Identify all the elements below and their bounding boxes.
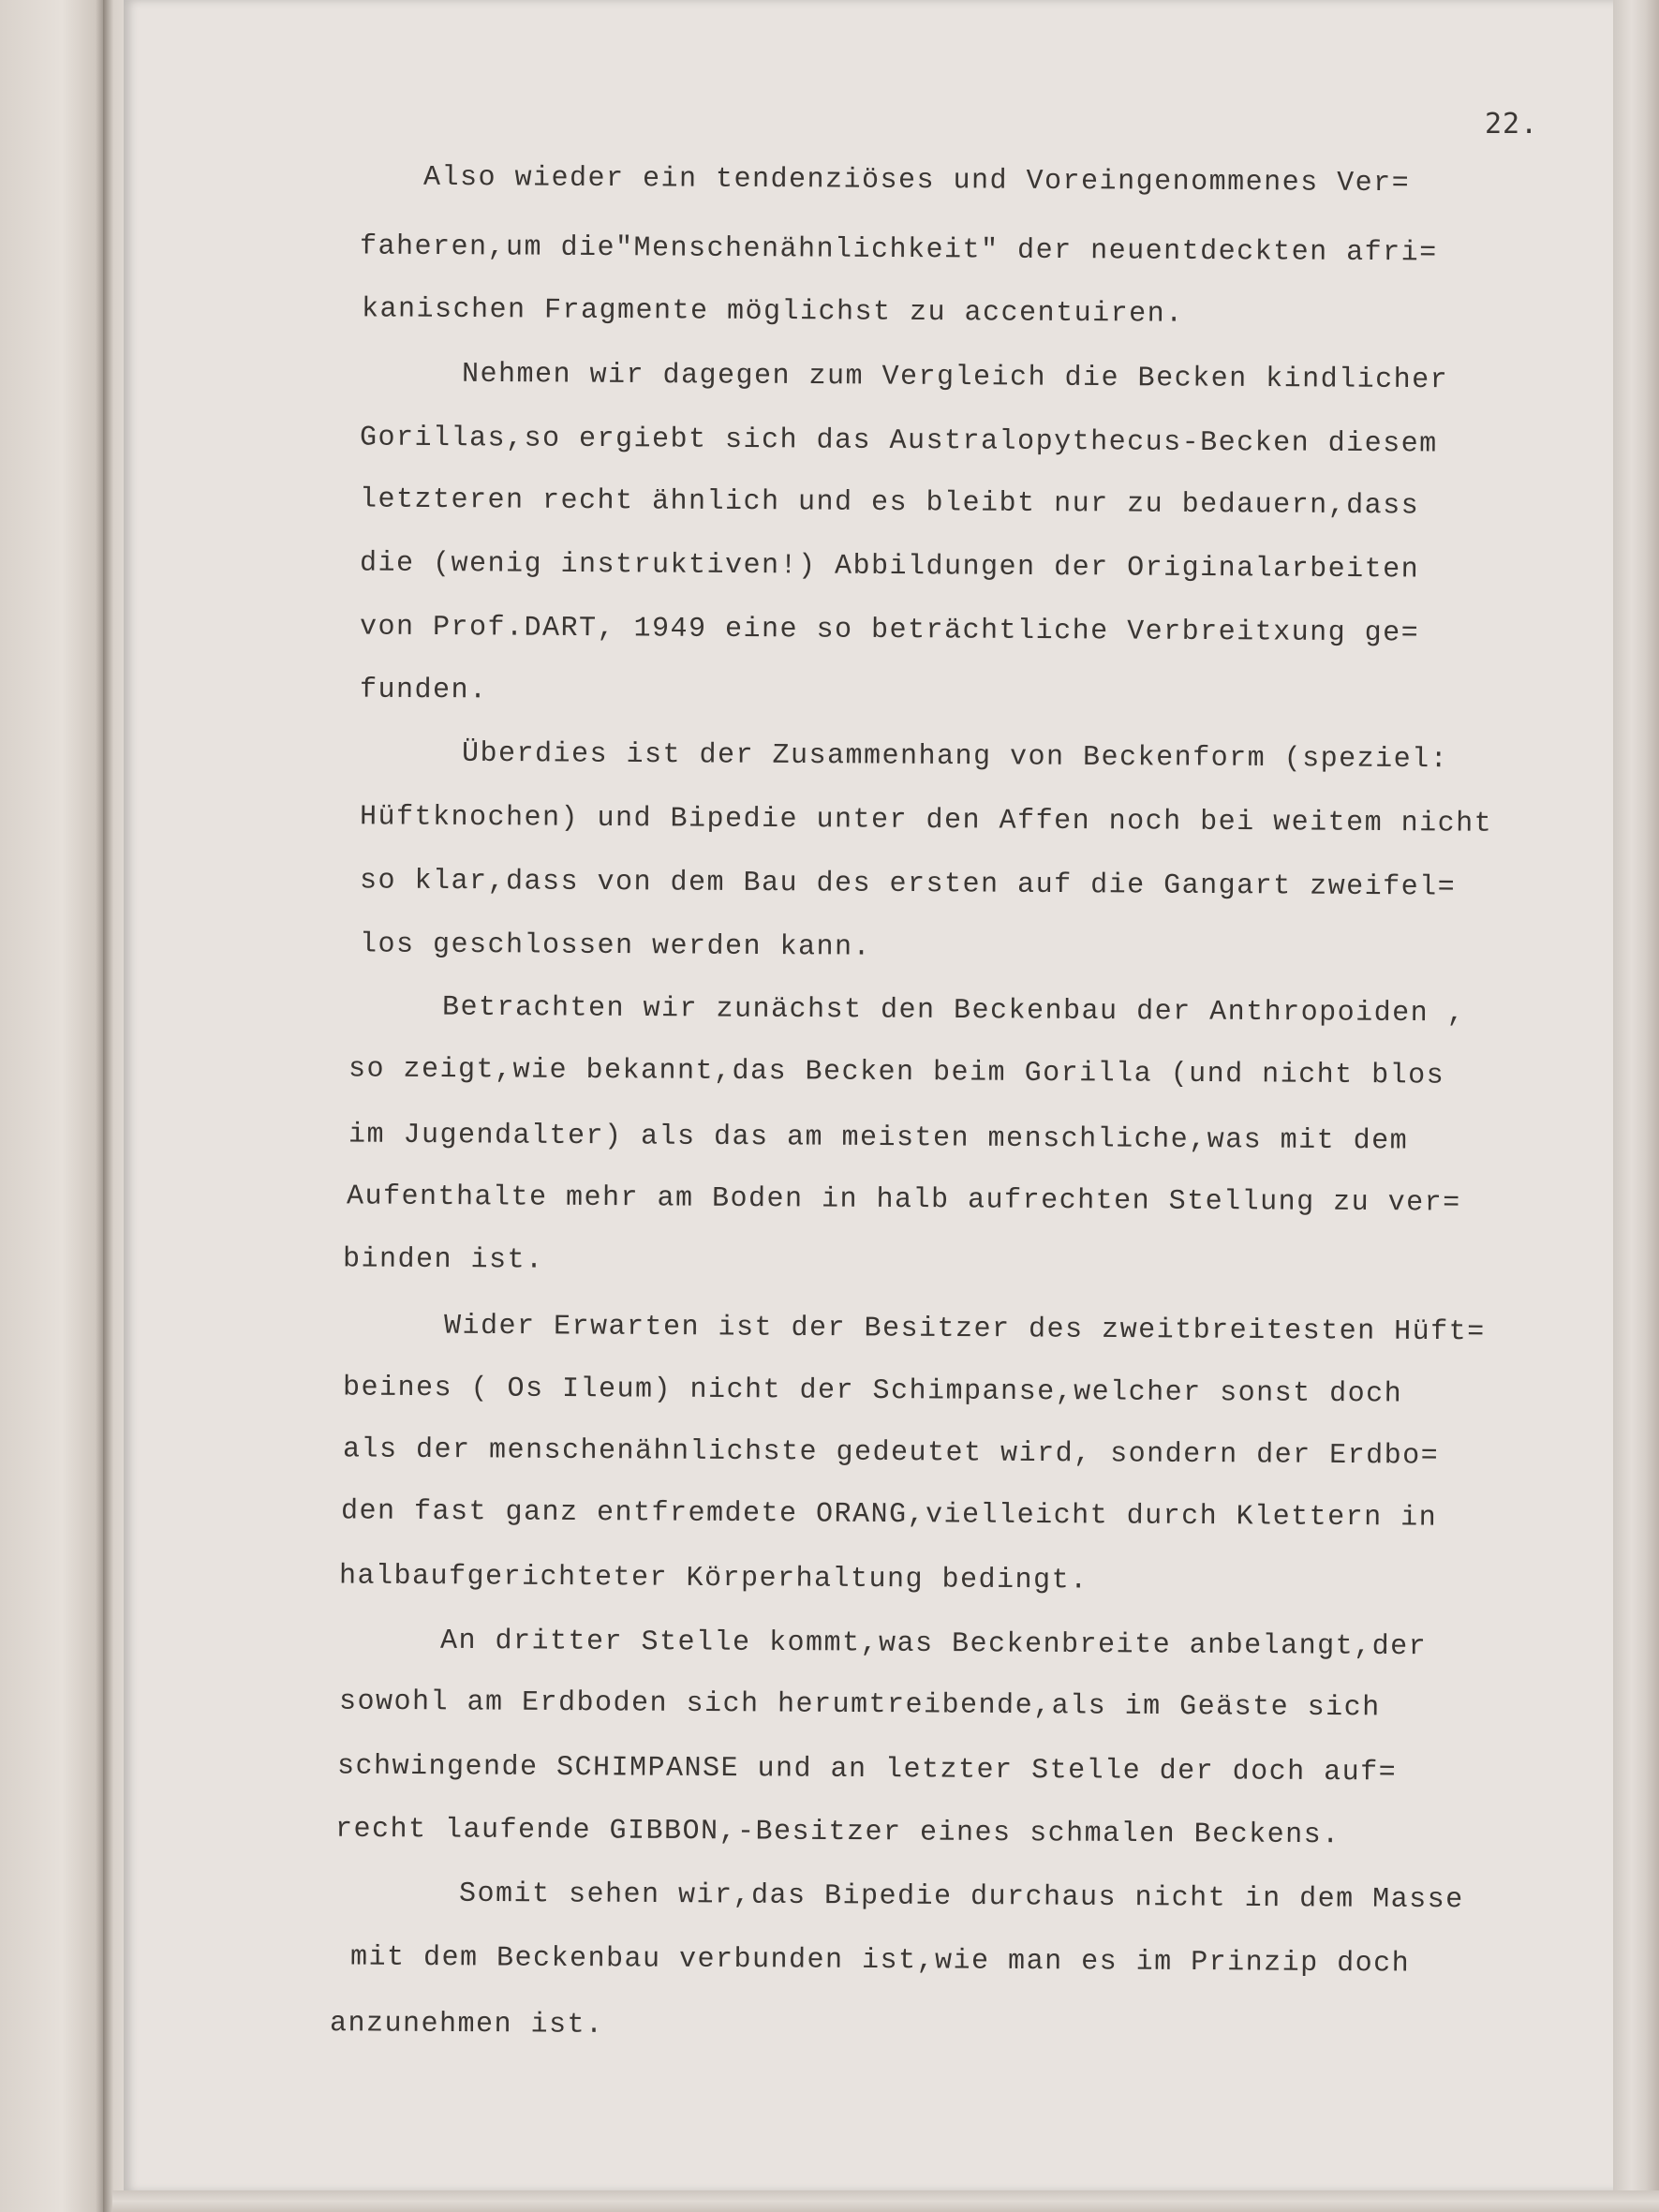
page-number: 22.	[1485, 108, 1539, 141]
text-line: anzunehmen ist.	[329, 2008, 604, 2041]
text-line: Somit sehen wir,das Bipedie durchaus nicht in dem Masse	[458, 1878, 1464, 1917]
text-line: so klar,dass von dem Bau des ersten auf die Gangart zweifel=	[359, 865, 1457, 904]
text-line: binden ist.	[342, 1243, 544, 1277]
text-line: so zeigt,wie bekannt,das Becken beim Gorilla (und nicht blos	[348, 1053, 1445, 1092]
text-line: Wider Erwarten ist der Besitzer des zweitbreitesten Hüft=	[443, 1310, 1486, 1349]
text-line: An dritter Stelle kommt,was Beckenbreite anbelangt,der	[439, 1625, 1428, 1664]
text-line: letzteren recht ähnlich und es bleibt nur zu bedauern,dass	[359, 483, 1420, 523]
facing-page	[0, 0, 112, 2212]
text-line: Gorillas,so ergiebt sich das Australopythecus-Becken diesem	[359, 422, 1438, 461]
text-line: Aufenthalte mehr am Boden in halb aufrechten Stellung zu ver=	[346, 1180, 1461, 1220]
text-line: sowohl am Erdboden sich herumtreibende,als im Geäste sich	[338, 1685, 1381, 1725]
text-line: funden.	[359, 674, 488, 707]
text-line: kanischen Fragmente möglichst zu accentuiren.	[361, 293, 1184, 331]
text-line: schwingende SCHIMPANSE und an letzter Stelle der doch auf=	[336, 1750, 1398, 1789]
text-line: den fast ganz entfremdete ORANG,vielleicht durch Klettern in	[340, 1495, 1438, 1535]
text-line: Überdies ist der Zusammenhang von Beckenform (speziel:	[461, 737, 1449, 777]
text-line: halbaufgerichteter Körperhaltung bedingt.	[338, 1560, 1089, 1597]
text-line: im Jugendalter) als das am meisten menschliche,was mit dem	[348, 1119, 1409, 1158]
text-line: Nehmen wir dagegen zum Vergleich die Becken kindlicher	[461, 358, 1449, 397]
text-line: recht laufende GIBBON,-Besitzer eines schmalen Beckens.	[334, 1813, 1341, 1852]
text-line: mit dem Beckenbau verbunden ist,wie man es im Prinzip doch	[349, 1941, 1411, 1981]
text-line: faheren,um die"Menschenähnlichkeit" der neuentdeckten afri=	[359, 230, 1438, 270]
sheet-bottom-edge	[112, 2190, 1659, 2212]
text-line: los geschlossen werden kann.	[359, 928, 872, 964]
text-line: beines ( Os Ileum) nicht der Schimpanse,welcher sonst doch	[342, 1372, 1403, 1411]
sheet-right-edge	[1613, 0, 1659, 2212]
typewritten-sheet	[124, 0, 1622, 2192]
text-line: Hüftknochen) und Bipedie unter den Affen noch bei weitem nicht	[359, 801, 1493, 840]
text-line: als der menschenähnlichste gedeutet wird, sondern der Erdbo=	[342, 1433, 1440, 1473]
text-line: die (wenig instruktiven!) Abbildungen der Originalarbeiten	[359, 547, 1420, 586]
text-line: Betrachten wir zunächst den Beckenbau der Anthropoiden ,	[441, 991, 1466, 1031]
text-line: Also wieder ein tendenziöses und Voreingenommenes Ver=	[422, 161, 1411, 200]
text-line: von Prof.DART, 1949 eine so beträchtliche Verbreitxung ge=	[359, 611, 1420, 650]
